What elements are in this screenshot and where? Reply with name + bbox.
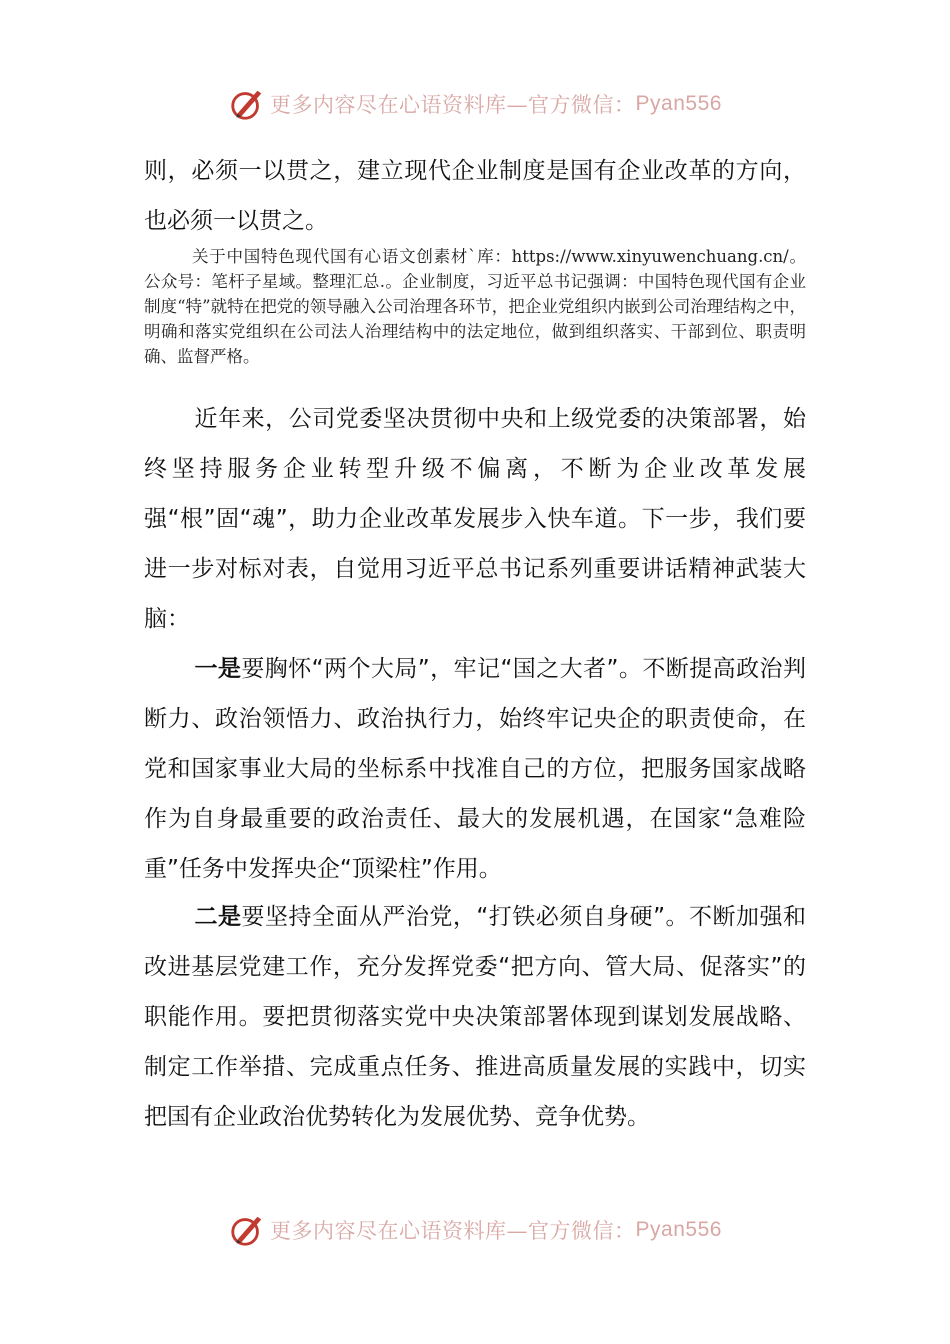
footer-banner-text: 更多内容尽在心语资料库—官方微信： — [270, 1219, 636, 1243]
banner-text: 更多内容尽在心语资料库—官方微信： — [270, 93, 636, 117]
paragraph-4-lead: 二是 — [194, 904, 242, 930]
paragraph-1: 则，必须一以贯之，建立现代企业制度是国有企业改革的方向，也必须一以贯之。 — [144, 158, 806, 234]
pen-circle-logo-icon — [228, 85, 266, 123]
pen-circle-logo-icon — [228, 1211, 266, 1249]
paragraph-2-text: 近年来，公司党委坚决贯彻中央和上级党委的决策部署，始终坚持服务企业转型升级不偏离，不断为企业改革发展强“根”固“魂”，助力企业改革发展步入快车道。下一步，我们要进一步对标对表，自觉用习近平总书记系列重要讲话精神武装大脑： — [144, 406, 806, 632]
wechat-id: Pyan556 — [635, 92, 722, 115]
footer-banner — [0, 1208, 950, 1252]
paragraph-3-lead: 一是 — [194, 656, 242, 682]
inserted-note — [144, 244, 806, 369]
paragraph-3-text: 要胸怀“两个大局”，牢记“国之大者”。不断提高政治判断力、政治领悟力、政治执行力，始终牢记央企的职责使命，在党和国家事业大局的坐标系中找准自己的方位，把服务国家战略作为自身最重要的政治责任、最大的发展机遇，在国家“急难险重”任务中发挥央企“顶梁柱”作用。 — [144, 656, 806, 882]
paragraph-2 — [144, 394, 806, 644]
paragraph-4 — [144, 892, 806, 1142]
header-banner — [0, 82, 950, 126]
paragraph-3 — [144, 644, 806, 894]
paragraph-4-text: 要坚持全面从严治党，“打铁必须自身硬”。不断加强和改进基层党建工作，充分发挥党委“把方向、管大局、促落实”的职能作用。要把贯彻落实党中央决策部署体现到谋划发展战略、制定工作举措、完成重点任务、推进高质量发展的实践中，切实把国有企业政治优势转化为发展优势、竞争优势。 — [144, 904, 806, 1130]
footer-wechat-id: Pyan556 — [635, 1218, 722, 1241]
note-text: 关于中国特色现代国有心语文创素材`库：https://www.xinyuwenchuang.cn/。公众号：笔杆子星域。整理汇总.。企业制度，习近平总书记强调：中国特色现代国有企业制度“特”就特在把党的领导融入公司治理各环节，把企业党组织内嵌到公司治理结构之中，明确和落实党组织在公司法人治理结构中的法定地位，做到组织落实、干部到位、职责明确、监督严格。 — [144, 247, 806, 366]
